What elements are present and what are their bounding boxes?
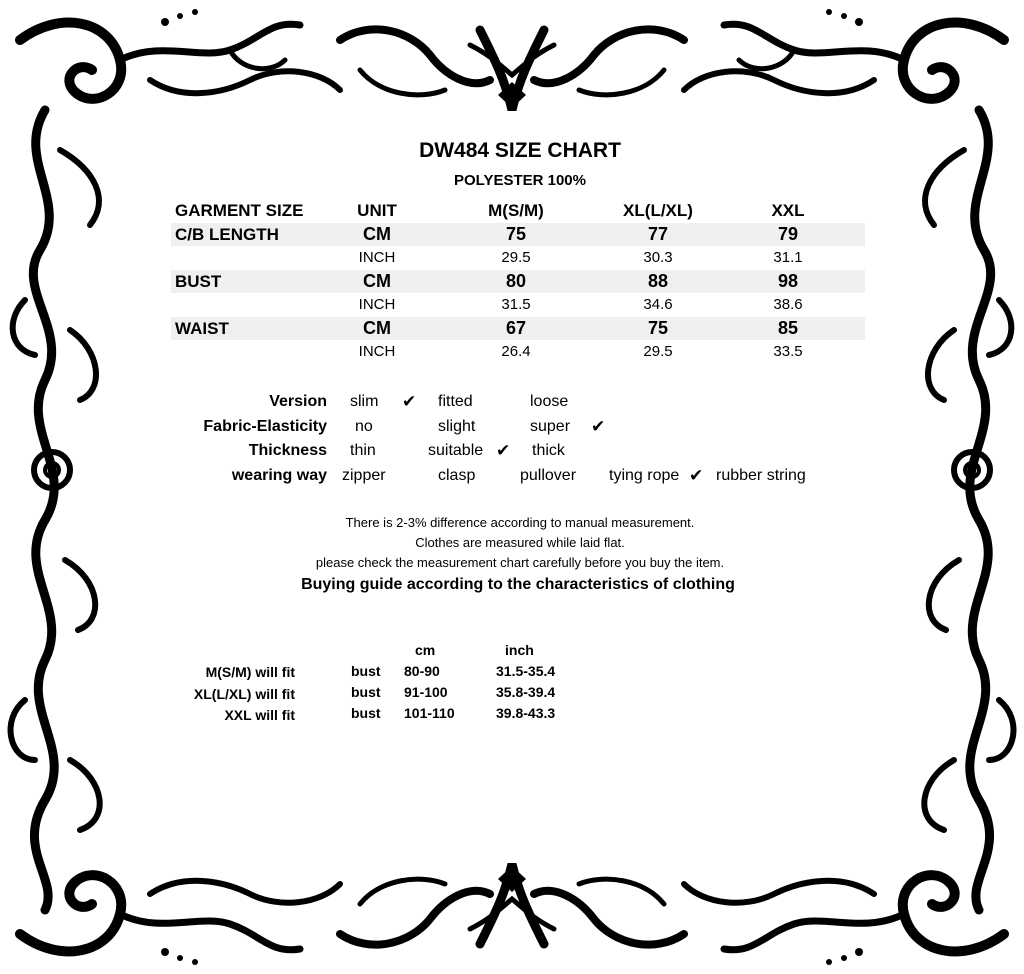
material-label: POLYESTER 100% (453, 172, 586, 189)
check-mark-icon: ✔ (689, 466, 704, 485)
guide-row-cm: 91-100 (404, 684, 448, 700)
buying-guide-title: Buying guide according to the characteristics of clothing (301, 576, 735, 593)
option-slim: slim (350, 393, 379, 410)
option-rubber-string: rubber string (716, 467, 806, 484)
unit-cell: INCH (358, 296, 396, 313)
value-cell: 29.5 (501, 249, 531, 266)
frame-right-ornament (924, 110, 1013, 910)
guide-row-label: XL(L/XL) will fit (193, 686, 295, 702)
option-clasp: clasp (438, 467, 476, 484)
guide-row-inch: 31.5-35.4 (496, 663, 556, 679)
elasticity-label: Fabric-Elasticity (203, 418, 327, 435)
value-cell: 75 (647, 317, 669, 338)
value-cell: 30.3 (643, 249, 673, 266)
table-row (171, 340, 865, 364)
unit-cell: CM (363, 223, 391, 244)
measurement-note: Clothes are measured while laid flat. (415, 535, 625, 550)
unit-cell: CM (363, 270, 391, 291)
guide-row-cm: 80-90 (404, 663, 440, 679)
option-no: no (355, 418, 373, 435)
version-label: Version (269, 393, 327, 410)
value-cell: 85 (777, 317, 799, 338)
frame-left-ornament (11, 110, 100, 910)
measurement-label: BUST (175, 271, 222, 291)
value-cell: 33.5 (773, 343, 803, 360)
value-cell: 79 (777, 223, 799, 244)
size-table (171, 199, 865, 364)
header-size-xxl: XXL (771, 201, 805, 220)
table-row (171, 317, 865, 341)
table-row (171, 223, 865, 247)
guide-row-label: XXL will fit (224, 707, 295, 723)
guide-row-inch: 35.8-39.4 (496, 684, 556, 700)
table-row (171, 270, 865, 294)
unit-cell: CM (363, 317, 391, 338)
value-cell: 38.6 (773, 296, 803, 313)
guide-row-label: M(S/M) will fit (205, 664, 295, 680)
value-cell: 98 (777, 270, 799, 291)
check-mark-icon: ✔ (591, 417, 606, 436)
value-cell: 31.1 (773, 249, 803, 266)
table-header-row (171, 199, 865, 223)
value-cell: 31.5 (501, 296, 531, 313)
guide-row-part: bust (351, 663, 381, 679)
option-pullover: pullover (520, 467, 577, 484)
measurement-label: WAIST (175, 318, 229, 338)
guide-row-part: bust (351, 705, 381, 721)
check-mark-icon: ✔ (402, 392, 417, 411)
value-cell: 34.6 (643, 296, 673, 313)
option-suitable: suitable (428, 442, 484, 459)
measurement-note: please check the measurement chart carefully before you buy the item. (315, 555, 725, 570)
guide-row-cm: 101-110 (404, 705, 455, 721)
header-size-xl: XL(L/XL) (623, 201, 693, 220)
option-loose: loose (530, 393, 569, 410)
check-mark-icon: ✔ (496, 441, 511, 460)
table-row (171, 293, 865, 317)
option-thin: thin (350, 442, 376, 459)
value-cell: 26.4 (501, 343, 531, 360)
guide-header-cm: cm (415, 642, 436, 658)
option-super: super (530, 418, 571, 435)
option-slight: slight (438, 418, 476, 435)
header-size-m: M(S/M) (488, 201, 544, 220)
header-garment-size: GARMENT SIZE (175, 201, 304, 220)
unit-cell: INCH (358, 249, 396, 266)
header-unit: UNIT (357, 201, 397, 220)
value-cell: 88 (647, 270, 669, 291)
value-cell: 29.5 (643, 343, 673, 360)
guide-row-inch: 39.8-43.3 (496, 705, 556, 721)
measurement-note: There is 2-3% difference according to manual measurement. (345, 515, 695, 530)
value-cell: 75 (505, 223, 527, 244)
page-title: DW484 SIZE CHART (419, 139, 621, 162)
option-thick: thick (532, 442, 565, 459)
measurement-label: C/B LENGTH (175, 224, 279, 244)
wearing-way-label: wearing way (231, 467, 327, 484)
guide-header-inch: inch (505, 642, 534, 658)
option-fitted: fitted (438, 393, 473, 410)
value-cell: 77 (647, 223, 669, 244)
unit-cell: INCH (358, 343, 396, 360)
option-tying-rope: tying rope (609, 467, 680, 484)
table-row (171, 246, 865, 270)
value-cell: 67 (505, 317, 527, 338)
option-zipper: zipper (342, 467, 386, 484)
thickness-label: Thickness (248, 442, 327, 459)
value-cell: 80 (505, 270, 527, 291)
guide-row-part: bust (351, 684, 381, 700)
